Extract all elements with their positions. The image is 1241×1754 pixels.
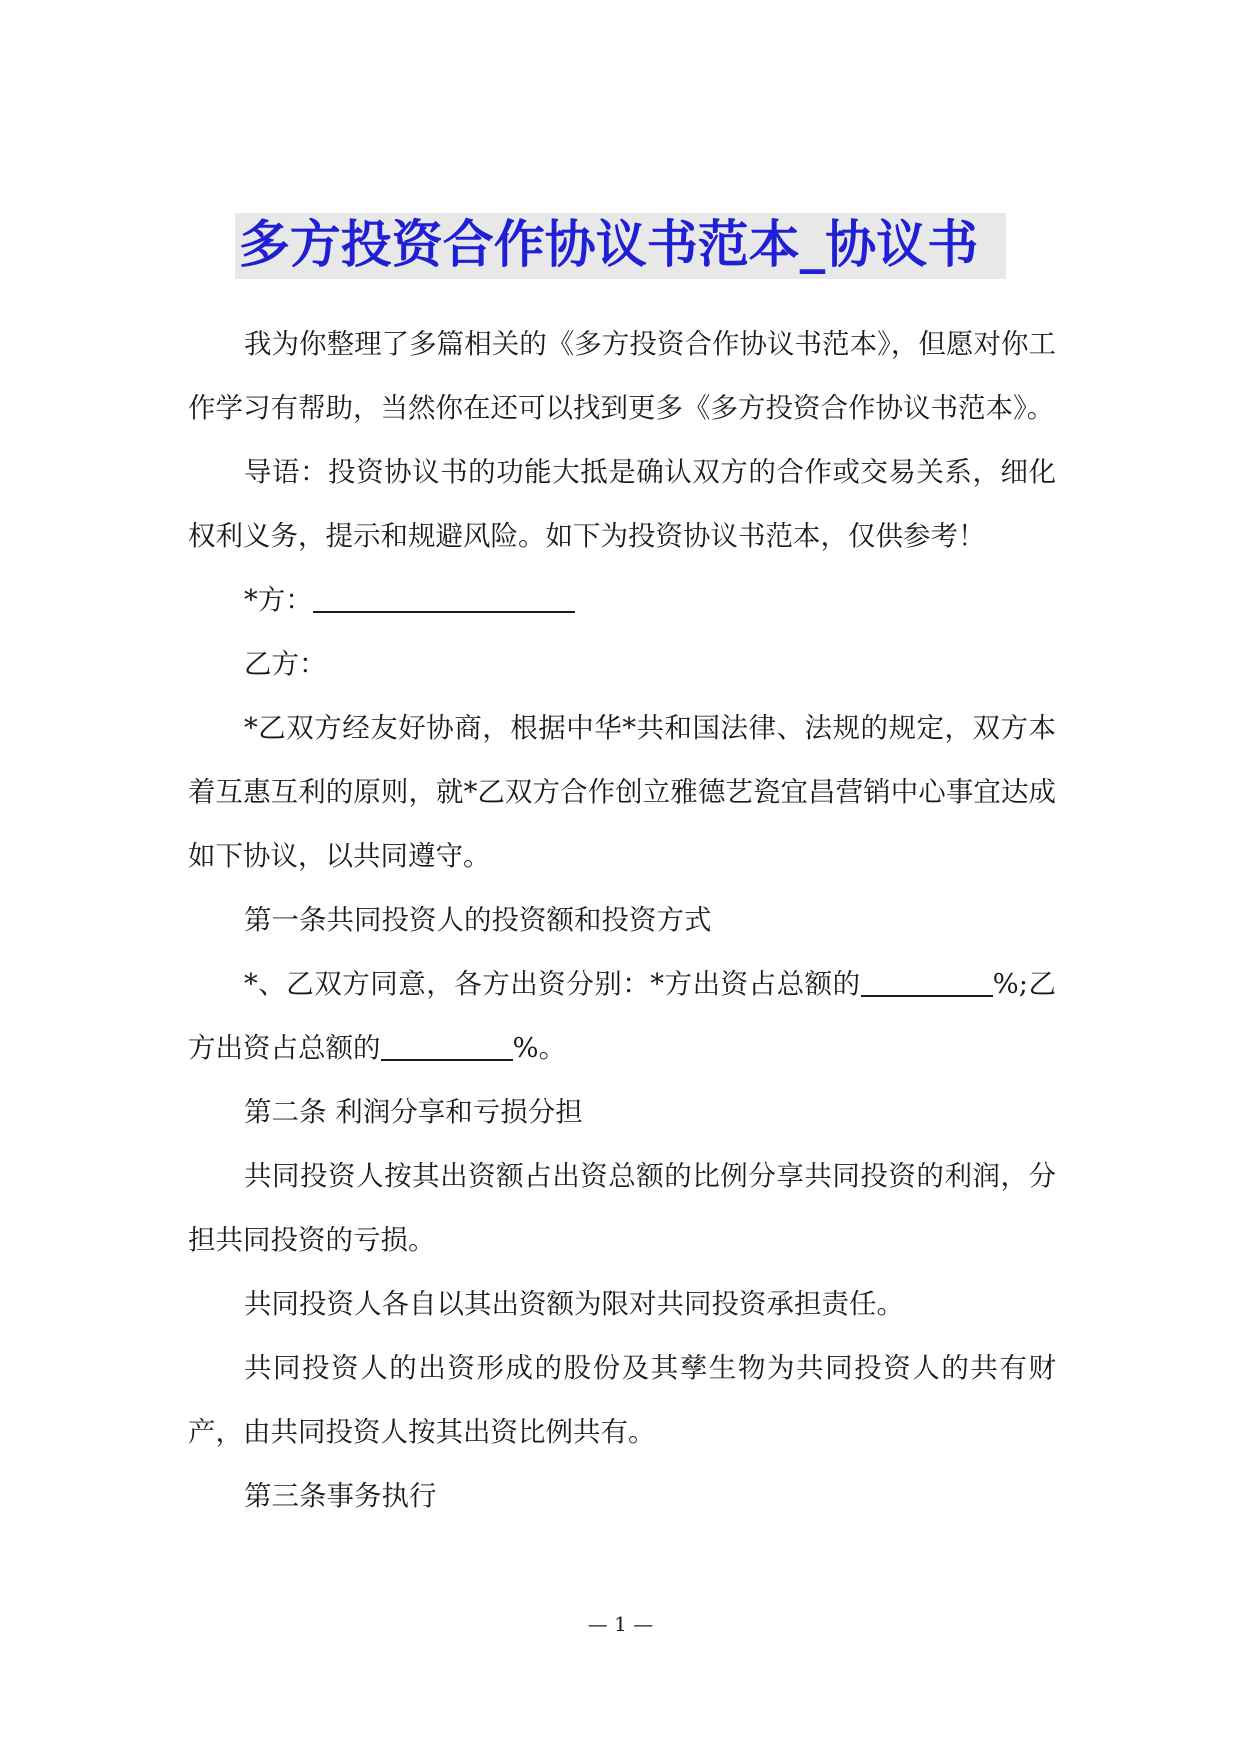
article-2-paragraph-3: 共同投资人的出资形成的股份及其孳生物为共同投资人的共有财产，由共同投资人按其出资比例共有。 <box>188 1352 1056 1448</box>
party-a-blank <box>313 581 575 613</box>
party-a-percent-blank <box>861 965 993 997</box>
party-a-line <box>188 568 1056 632</box>
paragraph-intro-2: 导语：投资协议书的功能大抵是确认双方的合作或交易关系，细化权利义务，提示和规避风险。如下为投资协议书范本，仅供参考！ <box>188 456 1056 552</box>
party-b-percent-blank <box>381 1029 513 1061</box>
article-1-heading: 第一条共同投资人的投资额和投资方式 <box>244 904 712 936</box>
article-1-text-b: %;乙方出资占总额的 <box>188 968 1056 1064</box>
party-b-label: 乙方： <box>244 648 327 680</box>
party-a-label: *方： <box>244 584 313 616</box>
article-2-paragraph-1: 共同投资人按其出资额占出资总额的比例分享共同投资的利润，分担共同投资的亏损。 <box>188 1160 1056 1256</box>
article-1-text-a: *、乙双方同意，各方出资分别：*方出资占总额的 <box>244 968 861 1000</box>
paragraph-preamble: *乙双方经友好协商，根据中华*共和国法律、法规的规定，双方本着互惠互利的原则，就*乙双方合作创立雅德艺瓷宜昌营销中心事宜达成如下协议，以共同遵守。 <box>188 712 1056 872</box>
paragraph-intro-1: 我为你整理了多篇相关的《多方投资合作协议书范本》，但愿对你工作学习有帮助，当然你在还可以找到更多《多方投资合作协议书范本》。 <box>188 328 1056 424</box>
document-body <box>188 312 1056 1528</box>
article-2-heading: 第二条 利润分享和亏损分担 <box>244 1096 583 1128</box>
party-b-line <box>188 632 1056 696</box>
page-number: — 1 — <box>587 1612 654 1636</box>
article-1-text-c: %。 <box>512 1032 567 1064</box>
article-3-heading: 第三条事务执行 <box>244 1480 437 1512</box>
document-title: 多方投资合作协议书范本_协议书 <box>235 213 1007 279</box>
article-1-text <box>188 952 1056 1080</box>
article-2-paragraph-2: 共同投资人各自以其出资额为限对共同投资承担责任。 <box>244 1288 904 1320</box>
title-container <box>0 213 1241 279</box>
